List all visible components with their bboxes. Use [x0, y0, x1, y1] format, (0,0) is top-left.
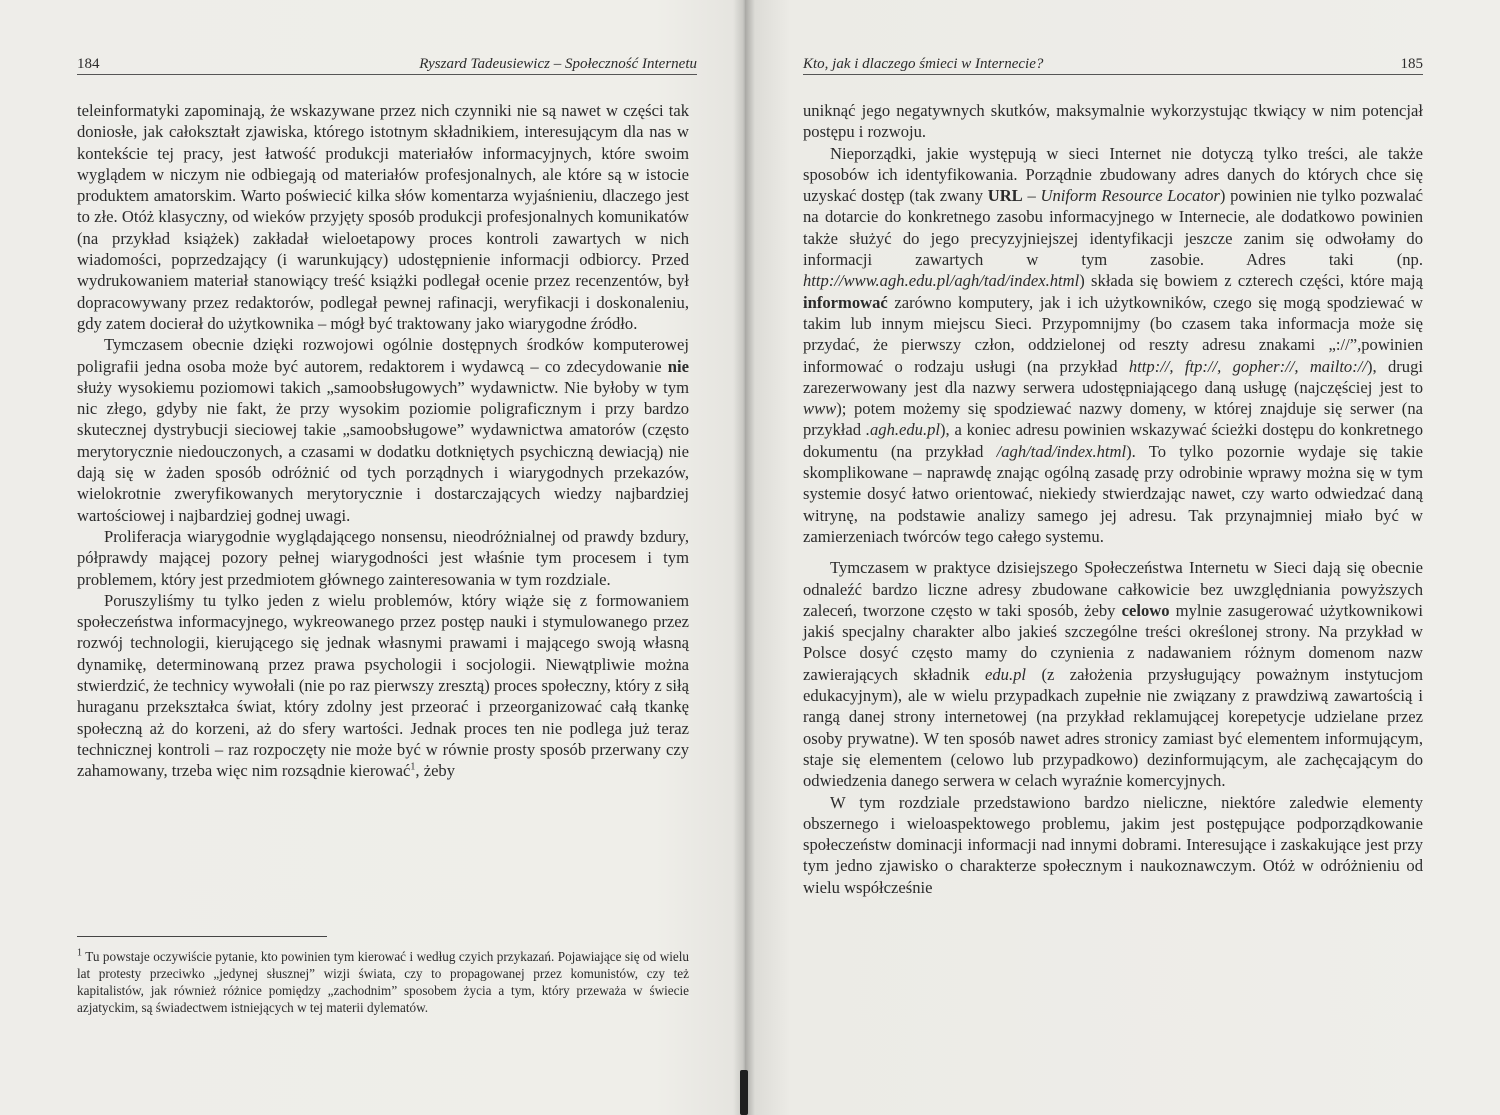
emphasis: celowo — [1121, 600, 1170, 620]
paragraph-text: Nieporządki, jakie występują w sieci Internet nie dotyczą tylko treści, ale także sposobów ich identyfikowania. Porządnie zbudowany adres danych do których chce się uzyskać dostęp (tak zwany — [803, 143, 1423, 206]
paragraph-text: ). To tylko pozornie wydaje się takie skomplikowane – naprawdę znając ogólną zasadę przy odrobinie wprawy można się w tym systemie dosyć łatwo orientować, niekiedy stwierdzając nawet, czy warto odwiedzać daną witrynę, na podstawie analizy samego jej adresu. Tak przynajmniej miało być w zamierzeniach twórców tego całego systemu. — [803, 441, 1423, 546]
paragraph — [77, 334, 689, 526]
paragraph-text: ) powinien nie tylko pozwalać na dotarcie do konkretnego zasobu informacyjnego w Internecie, ale dodatkowo powinien także służyć do jego precyzyjniejszej identyfikacji jeszcze zanim się odwołamy do informacji zawartych w tym zasobie. Adres taki (np. — [803, 186, 1423, 270]
paragraph — [77, 526, 689, 590]
running-head: Kto, jak i dlaczego śmieci w Internecie? — [803, 56, 1044, 72]
footnote-marker: 1 — [410, 761, 416, 773]
paragraph-text: ); potem możemy się spodziewać nazwy domeny, w której znajduje się serwer (na przykład — [803, 399, 1423, 440]
paragraph-text: ) składa się bowiem z czterech części, które mają — [1079, 271, 1423, 291]
italic-term: Uniform Resource Locator — [1040, 186, 1220, 206]
paragraph — [77, 100, 689, 334]
paragraph-text: , żeby — [415, 761, 456, 781]
paragraph — [803, 143, 1423, 548]
paragraph-text: służy wysokiemu poziomowi takich „samoobsługowych” wydawnictw. Nie byłoby w tym nic złego, gdyby nie fakt, że przy wysokim poziomie poligraficznym i przy bardzo skutecznej dystrybucji sieciowej takie „samoobsługowe” wydawnictwa amatorów (często merytorycznie niedouczonych, a czasami w dodatku dotkniętych psychiczną dewiacją) nie dają się w żaden sposób odróżnić od tych porządnych i wiarygodnych przekazów, wielokrotnie zweryfikowanych merytorycznie i dostarczających wiedzy najbardziej wartościowej i najbardziej godnej uwagi. — [77, 377, 689, 525]
emphasis: URL — [987, 186, 1023, 206]
paragraph-text: mylnie zasugerować użytkownikowi jakiś specjalny charakter albo jakieś szczególne treści określonej strony. Na przykład w Polsce dosyć często mamy do czynienia z nadawaniem różnym domenom nazw zawierających składnik — [803, 600, 1424, 684]
paragraph-text: ), drugi zarezerwowany jest dla nazwy serwera udostępniającego daną usługę (najczęściej jest to — [803, 356, 1423, 397]
paragraph — [803, 100, 1423, 143]
right-page — [745, 0, 1500, 1115]
paragraph-text: Tymczasem obecnie dzięki rozwojowi ogólnie dostępnych środków komputerowej poligrafii jedna osoba może być autorem, redaktorem i wydawcą – co zdecydowanie — [77, 335, 689, 376]
book-gutter-shadow — [733, 0, 755, 1115]
footnote-text: Tu powstaje oczywiście pytanie, kto powinien tym kierować i według czyich przykazań. Pojawiające się od wielu lat protesty przeciwko „jedynej słusznej” wizji świata, czy to propagowanej przez komunistów, czy też kapitalistów, jak również różnice pomiędzy „zachodnim” sposobem życia a tym, który przeważa w świecie azjatyckim, są świadectwem istniejących w tej materii dylematów. — [77, 949, 689, 1015]
right-body-text — [803, 100, 1423, 898]
paragraph-text: teleinformatyki zapominają, że wskazywane przez nich czynniki nie są nawet w części tak doniosłe, jak całokształt zjawiska, którego istotnym składnikiem, interesującym dla nas w kontekście tej pracy, jest łatwość produkcji materiałów informacyjnych, które swoim wyglądem w niczym nie odbiegają od materiałów profesjonalnych, ale które są w istocie produktem amatorskim. Warto poświecić kilka słów komentarza wyjaśnieniu, dlaczego jest to złe. Otóż klasyczny, od wieków przyjęty sposób produkcji profesjonalnych komunikatów (na przykład książek) zakładał wieloetapowy proces kontroli zawartych w nich wiadomości, poprzedzający (i warunkujący) udostępnienie informacji odbiorcy. Przed wydrukowaniem materiał stanowiący treść książki podlegał ocenie przez recenzentów, był dopracowywany przez redaktorów, podlegał pewnej rafinacji, weryfikacji i doskonaleniu, gdy zatem docierał do użytkownika – mógł być traktowany jako wiarygodne źródło. — [77, 101, 689, 333]
paragraph-text: ), a koniec adresu powinien wskazywać ścieżki dostępu do konkretnego dokumentu (na przykład — [803, 420, 1423, 461]
paragraph-text: Proliferacja wiarygodnie wyglądającego nonsensu, nieodróżnialnej od prawdy bzdury, półprawdy mającej pozory pełnej wiarygodności jest właśnie tym procesem i tym problemem, który jest przedmiotem głównego zainteresowania w tym rozdziale. — [77, 526, 689, 589]
left-body-text — [77, 100, 689, 782]
right-page-header — [803, 54, 1423, 75]
left-page — [0, 0, 745, 1115]
paragraph-text: (z założenia przysługujący poważnym instytucjom edukacyjnym), ale w wielu przypadkach zupełnie nie związany z prawdziwą zawartością i rangą danej strony internetowej (na przykład reklamującej korepetycje udzielane przez osoby prywatne). W ten sposób nawet adres stronicy zamiast być elementem informującym, staje się elementem (celowo lub przypadkowo) dezinformującym, ale zachęcającym do odwiedzenia danego serwera w celach wyraźnie komercyjnych. — [803, 664, 1423, 791]
paragraph-text: zarówno komputery, jak i ich użytkowników, czego się mogą spodziewać w takim lub innym miejscu Sieci. Przypomnijmy (bo czasem taka informacja może się przydać, że pierwszy człon, oddzielonej od reszty adresu znakami „://”,powinien informować o rodzaju usługi (na przykład — [803, 292, 1423, 376]
paragraph — [803, 557, 1423, 791]
page-number: 184 — [77, 56, 100, 72]
running-head: Ryszard Tadeusiewicz – Społeczność Internetu — [419, 56, 697, 72]
page-number: 185 — [1400, 56, 1423, 72]
italic-term: http://, ftp://, gopher://, mailto:// — [1128, 356, 1367, 376]
paragraph-text: Tymczasem w praktyce dzisiejszego Społeczeństwa Internetu w Sieci dają się obecnie odnaleźć bardzo liczne adresy zbudowane całkowicie bez uwzględniania powyższych zaleceń, tworzone często w taki sposób, żeby — [803, 558, 1423, 620]
left-page-header — [77, 54, 697, 75]
italic-term: /agh/tad/index.html — [996, 441, 1127, 461]
emphasis: nie — [667, 356, 689, 376]
paragraph-text: – — [1022, 186, 1041, 206]
paragraph — [803, 792, 1423, 898]
footnote-number: 1 — [77, 947, 82, 959]
spine-mark — [740, 1070, 748, 1115]
italic-term: .agh.edu.pl — [865, 420, 941, 440]
footnote-rule — [77, 936, 327, 937]
italic-term: edu.pl — [985, 664, 1027, 684]
italic-term: www — [803, 399, 837, 419]
example-url: http://www.agh.edu.pl/agh/tad/index.html — [803, 271, 1080, 291]
paragraph-text: W tym rozdziale przedstawiono bardzo nieliczne, niektóre zaledwie elementy obszernego i wieloaspektowego problemu, jakim jest postępujące podporządkowanie społeczeństw dominacji informacji nad innymi dobrami. Interesujące i zaskakujące jest przy tym jedno zjawisko o charakterze społecznym i naukoznawczym. Otóż w odróżnieniu od wielu współcześnie — [803, 792, 1423, 897]
emphasis: informować — [803, 292, 888, 312]
footnote — [77, 948, 689, 1016]
paragraph — [77, 590, 689, 782]
paragraph-text: uniknąć jego negatywnych skutków, maksymalnie wykorzystując tkwiący w nim potencjał postępu i rozwoju. — [803, 101, 1423, 142]
paragraph-text: Poruszyliśmy tu tylko jeden z wielu problemów, który wiąże się z formowaniem społeczeństwa informacyjnego, wykreowanego przez postęp nauki i stymulowanego przez rozwój technologii, kierującego się jednak własnymi prawami i mającego swoją własną dynamikę, determinowaną przez prawa psychologii i socjologii. Niewątpliwie można stwierdzić, że technicy wywołali (nie po raz pierwszy zresztą) proces społeczny, który z siłą huraganu przekształca świat, który zdolny jest przeorać i przeorganizować całą tkankę społeczną aż do korzeni, aż do sfery wartości. Jednak proces ten nie podlega już teraz technicznej kontroli – raz rozpoczęty nie może być w równie prosty sposób przerwany czy zahamowany, trzeba więc nim rozsądnie kierować — [77, 590, 689, 781]
